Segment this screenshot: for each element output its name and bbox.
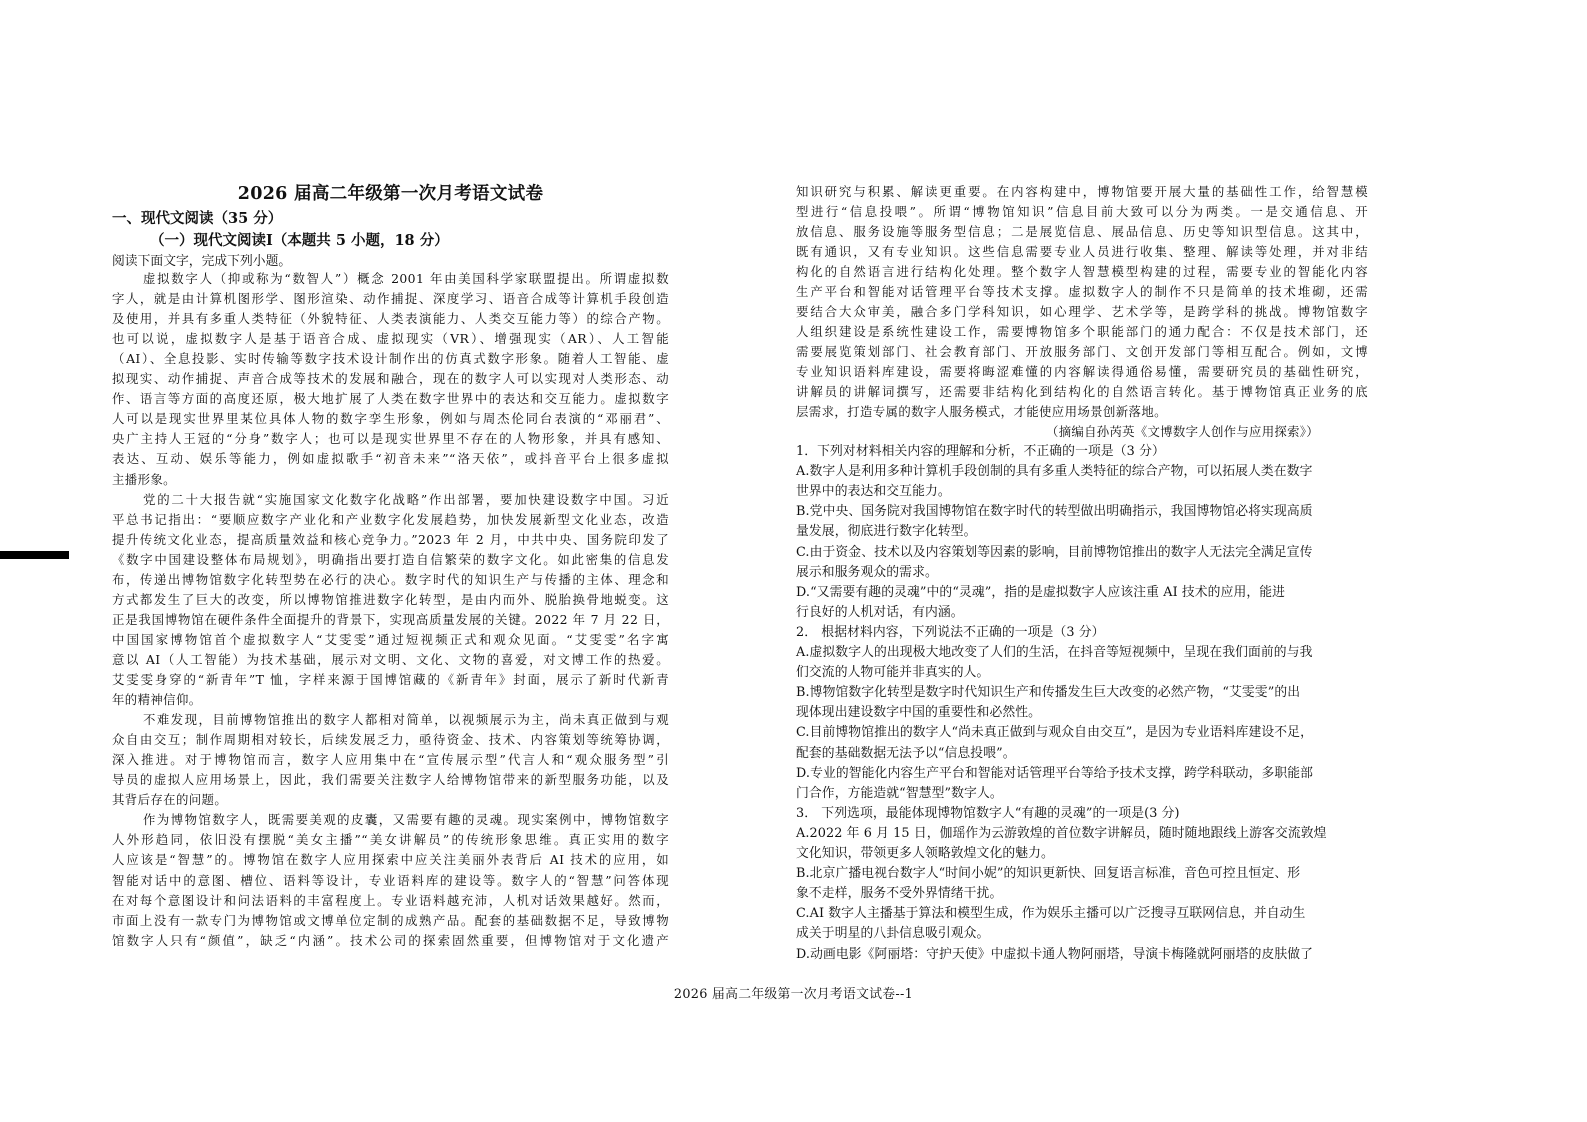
question-option-line: 门合作，方能造就“智慧型”数字人。 bbox=[796, 785, 1003, 801]
body-text-line: 年的精神信仰。 bbox=[112, 692, 202, 708]
body-text-line: 层需求，打造专属的数字人服务模式，才能使应用场景创新落地。 bbox=[796, 404, 1167, 419]
body-text-line: 人组织建设是系统性建设工作，需要博物馆多个职能部门的通力配合：不仅是技术部门，还 bbox=[796, 324, 1368, 339]
body-text-line: 在对每个意图设计和问法语料的丰富程度上。专业语料越充沛，人机对话效果越好。然而， bbox=[112, 892, 669, 908]
body-text-line: 平总书记指出：“要顺应数字产业化和产业数字化发展趋势，加快发展新型文化业态，改造 bbox=[112, 511, 669, 527]
question-option-line: B.博物馆数字化转型是数字时代知识生产和传播发生巨大改变的必然产物，“艾雯雯”的出 bbox=[796, 685, 1301, 701]
body-text-line: 构化的自然语言进行结构化处理。整个数字人智慧模型构建的过程，需要专业的智能化内容 bbox=[796, 264, 1368, 279]
body-text-line: 需要展览策划部门、社会教育部门、开放服务部门、文创开发部门等相互配合。例如，文博 bbox=[796, 344, 1368, 359]
body-text-line: 知识研究与积累、解读更重要。在内容构建中，博物馆要开展大量的基础性工作，给智慧模 bbox=[796, 184, 1368, 199]
body-text-line: 既有通识，又有专业知识。这些信息需要专业人员进行收集、整理、解读等处理，并对非结 bbox=[796, 244, 1368, 259]
subsection-heading: （一）现代文阅读Ⅰ（本题共 5 小题，18 分） bbox=[150, 232, 449, 249]
body-text-line: 其背后存在的问题。 bbox=[112, 792, 228, 808]
body-text-line: 不难发现，目前博物馆推出的数字人都相对简单，以视频展示为主，尚未真正做到与观 bbox=[143, 712, 669, 728]
body-text-line: 人可以是现实世界里某位具体人物的数字孪生形象，例如与周杰伦同台表演的“邓丽君”、 bbox=[112, 411, 669, 427]
question-option-line: 世界中的表达和交互能力。 bbox=[796, 484, 951, 500]
body-text-line: 也可以说，虚拟数字人是基于语音合成、虚拟现实（VR）、增强现实（AR）、人工智能 bbox=[112, 331, 669, 347]
body-text-line: 专业知识语料库建设，需要将晦涩难懂的内容解读得通俗易懂，需要研究员的基础性研究， bbox=[796, 364, 1368, 379]
question-option-line: B.北京广播电视台数字人“时间小妮”的知识更新快、回复语言标准，音色可控且恒定、形 bbox=[796, 866, 1301, 882]
body-text-line: 市面上没有一款专门为博物馆或文博单位定制的成熟产品。配套的基础数据不足，导致博物 bbox=[112, 912, 669, 928]
question-option-line: A.虚拟数字人的出现极大地改变了人们的生活，在抖音等短视频中，呈现在我们面前的与我 bbox=[796, 645, 1313, 660]
body-text-line: 生产平台和智能对话管理平台等技术支撑。虚拟数字人的制作不只是简单的技术堆砌，还需 bbox=[796, 284, 1368, 299]
body-text-line: 提升传统文化业态，提高质量效益和核心竞争力。”2023 年 2 月，中共中央、国务院印发了 bbox=[112, 531, 669, 547]
body-text-line: 深入推进。对于博物馆而言，数字人应用集中在“宣传展示型”代言人和“观众服务型”引 bbox=[112, 752, 669, 768]
body-text-line: 《数字中国建设整体布局规划》，明确指出要打造自信繁荣的数字文化。如此密集的信息发 bbox=[112, 551, 669, 567]
body-text-line: 主播形象。 bbox=[112, 471, 176, 487]
body-text-line: 放信息、服务设施等服务型信息；二是展览信息、展品信息、历史等知识型信息。这其中， bbox=[796, 224, 1368, 239]
question-option-line: 们交流的人物可能并非真实的人。 bbox=[796, 665, 990, 681]
body-text-line: 表达、互动、娱乐等能力，例如虚拟歌手“初音未来”“洛天依”，或抖音平台上很多虚拟 bbox=[112, 451, 669, 467]
source-citation: （摘编自孙芮英《文博数字人创作与应用探索》） bbox=[1046, 424, 1319, 439]
body-text-line: 导员的虚拟人应用场景上，因此，我们需要关注数字人给博物馆带来的新型服务功能，以及 bbox=[112, 772, 669, 788]
body-text-line: 及使用，并具有多重人类特征（外貌特征、人类表演能力、人类交互能力等）的综合产物。 bbox=[112, 311, 669, 327]
question-option-line: 文化知识，带领更多人领略敦煌文化的魅力。 bbox=[796, 846, 1054, 861]
question-option-line: 量发展，彻底进行数字化转型。 bbox=[796, 524, 977, 540]
body-text-line: 人外形趋同，依旧没有摆脱“美女主播”“美女讲解员”的传统形象思维。真正实用的数字 bbox=[112, 832, 669, 848]
question-stem: 2． 根据材料内容，下列说法不正确的一项是（3 分） bbox=[796, 624, 1105, 640]
body-text-line: 虚拟数字人（抑或称为“数智人”）概念 2001 年由美国科学家联盟提出。所谓虚拟数 bbox=[143, 271, 669, 286]
body-text-line: 馆数字人只有“颜值”，缺乏“内涵”。技术公司的探索固然重要，但博物馆对于文化遗产 bbox=[112, 932, 669, 948]
question-option-line: B.党中央、国务院对我国博物馆在数字时代的转型做出明确指示，我国博物馆必将实现高质 bbox=[796, 504, 1313, 520]
body-text-line: （AI）、全息投影、实时传输等数字技术设计制作出的仿真式数字形象。随着人工智能、虚 bbox=[112, 351, 669, 367]
body-text-line: 拟现实、动作捕捉、声音合成等技术的发展和融合，现在的数字人可以实现对人类形态、动 bbox=[112, 371, 669, 387]
body-text-line: 布，传递出博物馆数字化转型势在必行的决心。数字时代的知识生产与传播的主体、理念和 bbox=[112, 571, 669, 587]
page-title: 2026 届高二年级第一次月考语文试卷 bbox=[237, 184, 544, 204]
question-option-line: A.数字人是利用多种计算机手段创制的具有多重人类特征的综合产物，可以拓展人类在数字 bbox=[796, 464, 1313, 480]
body-text-line: 作、语言等方面的高度还原，极大地扩展了人类在数字世界中的表达和交互能力。虚拟数字 bbox=[112, 391, 669, 407]
body-text-line: 智能对话中的意图、槽位、语料等设计，专业语料库的建设等。数字人的“智慧”问答体现 bbox=[112, 872, 669, 888]
question-option-line: D.专业的智能化内容生产平台和智能对话管理平台等给予技术支撑，跨学科联动，多职能部 bbox=[796, 765, 1314, 781]
body-text-line: 意以 AI（人工智能）为技术基础，展示对文明、文化、文物的喜爱，对文博工作的热爱。 bbox=[112, 651, 669, 667]
body-text-line: 方式都发生了巨大的改变，所以博物馆推进数字化转型，是由内而外、脱胎换骨地蜕变。这 bbox=[112, 591, 669, 607]
body-text-line: 字人，就是由计算机图形学、图形渲染、动作捕捉、深度学习、语音合成等计算机手段创造 bbox=[112, 291, 669, 307]
body-text-line: 党的二十大报告就“实施国家文化数字化战略”作出部署，要加快建设数字中国。习近 bbox=[143, 491, 669, 507]
question-stem: 1．下列对材料相关内容的理解和分析，不正确的一项是（3 分） bbox=[796, 444, 1165, 459]
body-text-line: 人应该是“智慧”的。博物馆在数字人应用探索中应关注美丽外表背后 AI 技术的应用，如 bbox=[112, 852, 669, 868]
question-option-line: 展示和服务观众的需求。 bbox=[796, 564, 938, 580]
question-option-line: C.目前博物馆推出的数字人“尚未真正做到与观众自由交互”，是因为专业语料库建设不足， bbox=[796, 725, 1313, 741]
body-text-line: 艾雯雯身穿的“新青年”T 恤，字样来源于国博馆藏的《新青年》封面，展示了新时代新青 bbox=[112, 672, 669, 687]
body-text-line: 央广主持人王冠的“分身”数字人；也可以是现实世界里不存在的人物形象，并具有感知、 bbox=[112, 431, 669, 447]
question-option-line: A.2022 年 6 月 15 日，伽瑶作为云游敦煌的首位数字讲解员，随时随地跟线上游客交流敦煌 bbox=[796, 825, 1327, 841]
body-text-line: 作为博物馆数字人，既需要美观的皮囊，又需要有趣的灵魂。现实案例中，博物馆数字 bbox=[143, 812, 669, 828]
question-stem: 3． 下列选项，最能体现博物馆数字人“有趣的灵魂”的一项是(3 分) bbox=[796, 805, 1180, 821]
question-option-line: C.AI 数字人主播基于算法和模型生成，作为娱乐主播可以广泛搜寻互联网信息，并自动生 bbox=[796, 906, 1306, 922]
question-option-line: 现体现出建设数字中国的重要性和必然性。 bbox=[796, 705, 1042, 721]
body-text-line: 正是我国博物馆在硬件条件全面提升的背景下，实现高质量发展的关键。2022 年 7 月 22 日， bbox=[112, 611, 669, 627]
question-option-line: 象不走样，服务不受外界情绪干扰。 bbox=[796, 886, 1003, 902]
body-text-line: 中国国家博物馆首个虚拟数字人“艾雯雯”通过短视频正式和观众见面。“艾雯雯”名字寓 bbox=[112, 631, 669, 647]
margin-marker-bar bbox=[0, 551, 69, 559]
body-text-line: 讲解员的讲解词撰写，还需要非结构化到结构化的自然语言转化。基于博物馆真正业务的底 bbox=[796, 384, 1368, 399]
section-heading: 一、现代文阅读（35 分） bbox=[112, 210, 283, 227]
body-text-line: 要结合大众审美，融合多门学科知识，如心理学、艺术学等，是跨学科的挑战。博物馆数字 bbox=[796, 304, 1368, 319]
instruction-text: 阅读下面文字，完成下列小题。 bbox=[112, 254, 292, 269]
question-option-line: 行良好的人机对话，有内涵。 bbox=[796, 604, 964, 620]
body-text-line: 型进行“信息投喂”。所谓“博物馆知识”信息目前大致可以分为两类。一是交通信息、开 bbox=[796, 204, 1368, 219]
question-option-line: 配套的基础数据无法予以“信息投喂”。 bbox=[796, 745, 1016, 761]
question-option-line: D.动画电影《阿丽塔：守护天使》中虚拟卡通人物阿丽塔，导演卡梅隆就阿丽塔的皮肤做了 bbox=[796, 946, 1314, 962]
page-footer: 2026 届高二年级第一次月考语文试卷--1 bbox=[673, 987, 914, 1002]
body-text-line: 众自由交互；制作周期相对较长，后续发展乏力，亟待资金、技术、内容策划等统筹协调， bbox=[112, 732, 669, 748]
question-option-line: C.由于资金、技术以及内容策划等因素的影响，目前博物馆推出的数字人无法完全满足宣传 bbox=[796, 544, 1313, 560]
question-option-line: 成关于明星的八卦信息吸引观众。 bbox=[796, 926, 990, 942]
question-option-line: D.“又需要有趣的灵魂”中的“灵魂”，指的是虚拟数字人应该注重 AI 技术的应用，能进 bbox=[796, 584, 1286, 600]
